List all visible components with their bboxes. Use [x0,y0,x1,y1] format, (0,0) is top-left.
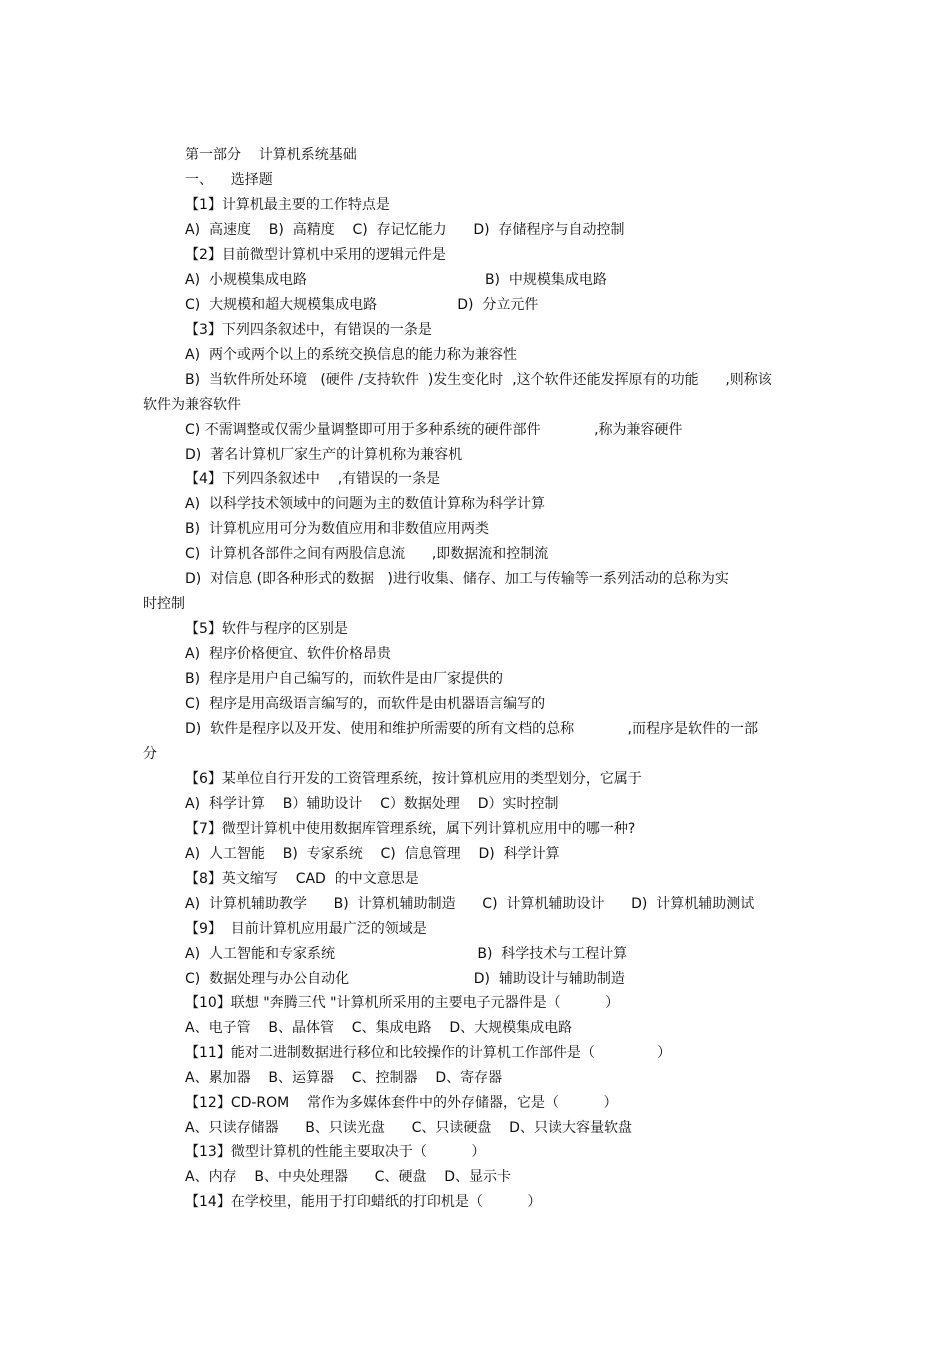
q2-options-row2: C) 大规模和超大规模集成电路 D) 分立元件 [185,297,539,313]
q4-option-a: A) 以科学技术领域中的问题为主的数值计算称为科学计算 [185,496,545,512]
question-1: 【1】计算机最主要的工作特点是 [185,197,390,213]
question-8: 【8】英文缩写 CAD 的中文意思是 [185,871,419,887]
q3-option-a: A) 两个或两个以上的系统交换信息的能力称为兼容性 [185,347,517,363]
question-7: 【7】微型计算机中使用数据库管理系统，属下列计算机应用中的哪一种? [185,821,636,837]
q13-options: A、内存 B、中央处理器 C、硬盘 D、显示卡 [185,1169,512,1185]
q4-option-d: D) 对信息 (即各种形式的数据 )进行收集、储存、加工与传输等一系列活动的总称为实 [185,571,729,587]
q3-option-b: B) 当软件所处环境 (硬件 /支持软件 )发生变化时 ,这个软件还能发挥原有的功能 ,则称该 [185,372,772,388]
question-2: 【2】目前微型计算机中采用的逻辑元件是 [185,247,446,263]
q12-options: A、只读存储器 B、只读光盘 C、只读硬盘 D、只读大容量软盘 [185,1120,632,1136]
q5-option-a: A) 程序价格便宜、软件价格昂贵 [185,646,391,662]
q7-options: A) 人工智能 B) 专家系统 C) 信息管理 D) 科学计算 [185,846,560,862]
question-3: 【3】下列四条叙述中，有错误的一条是 [185,322,432,338]
question-10: 【10】联想 "奔腾三代 "计算机所采用的主要电子元器件是（ ） [185,995,620,1011]
question-9: 【9】 目前计算机应用最广泛的领域是 [185,921,427,937]
q8-options: A) 计算机辅助教学 B) 计算机辅助制造 C) 计算机辅助设计 D) 计算机辅助测试 [185,896,755,912]
q5-option-d-cont: 分 [143,746,157,762]
q4-option-d-cont: 时控制 [143,596,185,612]
q5-option-d: D) 软件是程序以及开发、使用和维护所需要的所有文档的总称 ,而程序是软件的一部 [185,721,758,737]
question-6: 【6】某单位自行开发的工资管理系统，按计算机应用的类型划分，它属于 [185,771,642,787]
q9-options-row1: A) 人工智能和专家系统 B) 科学技术与工程计算 [185,946,628,962]
q10-options: A、电子管 B、晶体管 C、集成电路 D、大规模集成电路 [185,1020,573,1036]
q3-option-b-cont: 软件为兼容软件 [143,397,241,413]
q11-options: A、累加器 B、运算器 C、控制器 D、寄存器 [185,1070,503,1086]
q3-option-c: C) 不需调整或仅需少量调整即可用于多种系统的硬件部件 ,称为兼容硬件 [185,422,683,438]
q9-options-row2: C) 数据处理与办公自动化 D) 辅助设计与辅助制造 [185,971,625,987]
question-4: 【4】下列四条叙述中 ,有错误的一条是 [185,471,441,487]
q5-option-b: B) 程序是用户自己编写的，而软件是由厂家提供的 [185,671,503,687]
question-14: 【14】在学校里，能用于打印蜡纸的打印机是（ ） [185,1194,542,1210]
q6-options: A) 科学计算 B）辅助设计 C）数据处理 D）实时控制 [185,796,559,812]
q3-option-d: D) 著名计算机厂家生产的计算机称为兼容机 [185,447,463,463]
question-12: 【12】CD-ROM 常作为多媒体套件中的外存储器，它是（ ） [185,1095,618,1111]
section-title: 第一部分 计算机系统基础 [185,147,357,163]
q4-option-c: C) 计算机各部件之间有两股信息流 ,即数据流和控制流 [185,546,549,562]
q2-options-row1: A) 小规模集成电路 B) 中规模集成电路 [185,272,607,288]
q1-options: A) 高速度 B) 高精度 C) 存记忆能力 D) 存储程序与自动控制 [185,222,625,238]
question-13: 【13】微型计算机的性能主要取决于（ ） [185,1144,486,1160]
q5-option-c: C) 程序是用高级语言编写的，而软件是由机器语言编写的 [185,696,546,712]
subsection-title: 一、 选择题 [185,172,273,188]
question-11: 【11】能对二进制数据进行移位和比较操作的计算机工作部件是（ ） [185,1045,672,1061]
q4-option-b: B) 计算机应用可分为数值应用和非数值应用两类 [185,521,489,537]
question-5: 【5】软件与程序的区别是 [185,621,348,637]
